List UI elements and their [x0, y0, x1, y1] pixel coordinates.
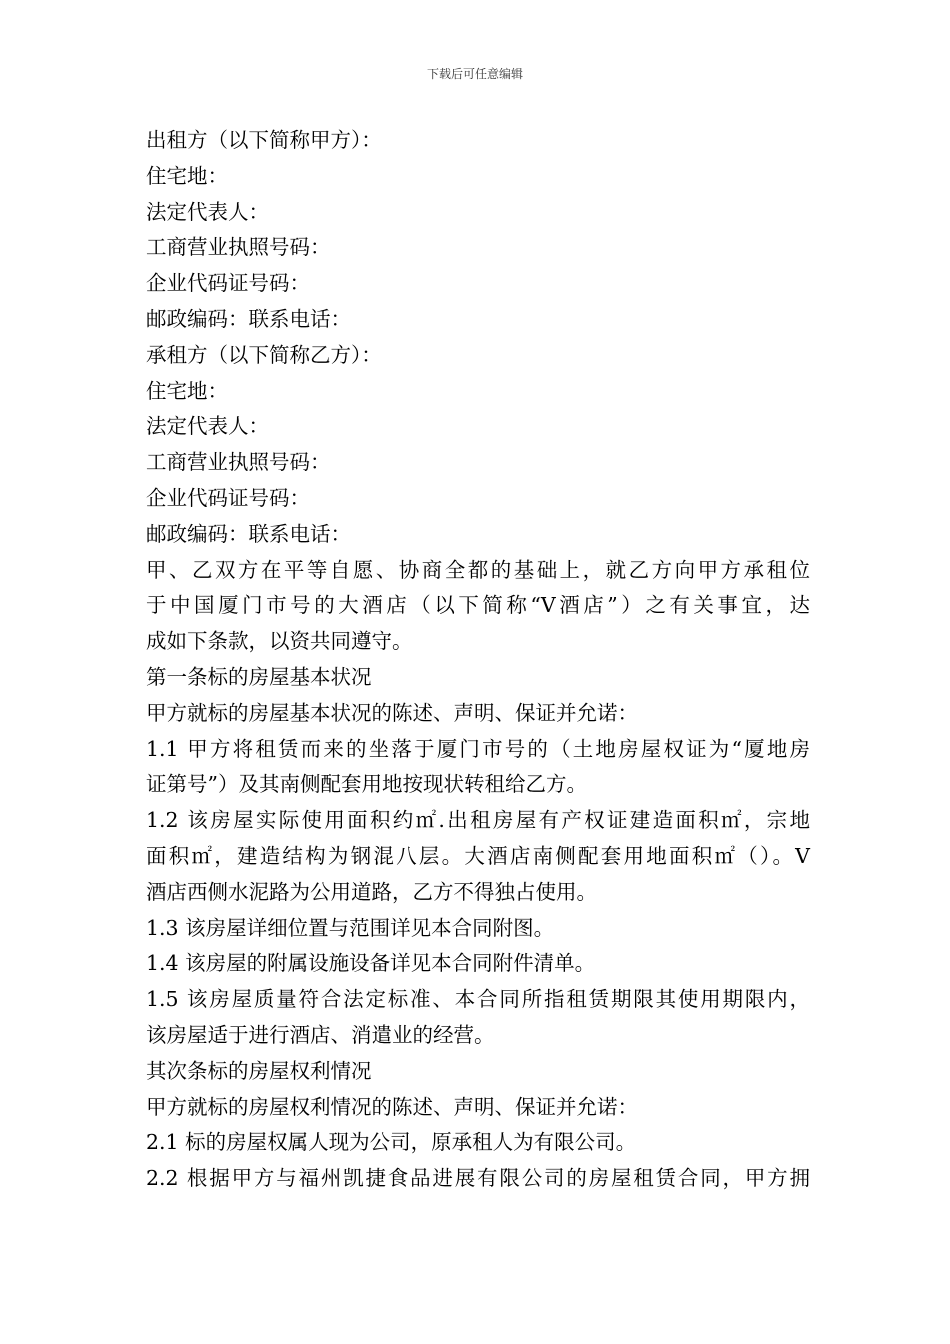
lessor-enterprise-code: 企业代码证号码：	[146, 271, 310, 296]
preamble-line: 甲、乙双方在平等自愿、协商全都的基础上，就乙方向甲方承租位	[146, 557, 810, 582]
lessor-postcode-phone: 邮政编码：联系电话：	[146, 306, 351, 331]
lessor-legal-representative: 法定代表人：	[146, 199, 269, 224]
lessor-heading: 出租方（以下简称甲方）：	[146, 128, 382, 152]
clause-1-2: 1.2 该房屋实际使用面积约㎡.出租房屋有产权证建造面积㎡，宗地	[146, 808, 810, 833]
clause-1-4: 1.4 该房屋的附属设施设备详见本合同附件清单。	[146, 951, 596, 976]
lessee-address: 住宅地：	[146, 378, 228, 403]
lessor-address: 住宅地：	[146, 163, 228, 188]
clause-1-5: 1.5 该房屋质量符合法定标准、本合同所指租赁期限其使用期限内，	[146, 987, 810, 1012]
article-2-title: 其次条标的房屋权利情况	[146, 1058, 372, 1083]
clause-1-1-cont: 证第号”）及其南侧配套用地按现状转租给乙方。	[146, 772, 587, 797]
lessee-business-license: 工商营业执照号码：	[146, 450, 331, 475]
lessee-legal-representative: 法定代表人：	[146, 414, 269, 439]
clause-1-3: 1.3 该房屋详细位置与范围详见本合同附图。	[146, 915, 555, 940]
preamble-line: 成如下条款，以资共同遵守。	[146, 629, 413, 654]
contract-body	[146, 123, 810, 1197]
article-1-intro: 甲方就标的房屋基本状况的陈述、声明、保证并允诺：	[146, 700, 638, 725]
lessee-enterprise-code: 企业代码证号码：	[146, 485, 310, 510]
lessee-postcode-phone: 邮政编码：联系电话：	[146, 521, 351, 546]
lessor-business-license: 工商营业执照号码：	[146, 235, 331, 260]
preamble-line: 于中国厦门市号的大酒店（以下简称“V酒店”）之有关事宜，达	[146, 593, 810, 618]
article-1-title: 第一条标的房屋基本状况	[146, 664, 372, 689]
page-header: 下载后可任意编辑	[426, 67, 523, 81]
article-2-intro: 甲方就标的房屋权利情况的陈述、声明、保证并允诺：	[146, 1094, 638, 1119]
clause-1-2-cont: 酒店西侧水泥路为公用道路，乙方不得独占使用。	[146, 879, 597, 904]
clause-1-1: 1.1 甲方将租赁而来的坐落于厦门市号的（土地房屋权证为“厦地房	[146, 736, 810, 761]
clause-2-1: 2.1 标的房屋权属人现为公司，原承租人为有限公司。	[146, 1130, 637, 1155]
lessee-heading: 承租方（以下简称乙方）：	[146, 342, 382, 367]
clause-2-2: 2.2 根据甲方与福州凯捷食品进展有限公司的房屋租赁合同，甲方拥	[146, 1166, 810, 1191]
clause-1-5-cont: 该房屋适于进行酒店、消遣业的经营。	[146, 1022, 495, 1047]
clause-1-2-cont: 面积㎡，建造结构为钢混八层。大酒店南侧配套用地面积㎡（）。V	[146, 843, 810, 868]
